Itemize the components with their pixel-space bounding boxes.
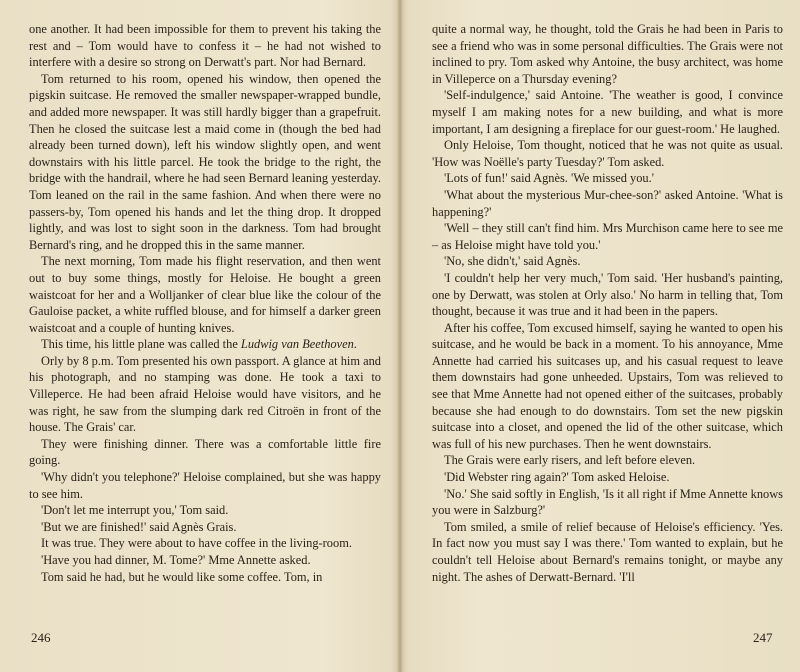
paragraph: It was true. They were about to have coffee in the living-room. (41, 536, 352, 551)
paragraph: 'I couldn't help her very much,' Tom said. 'Her husband's painting, one by Derwatt, was stolen at Orly also.' No harm in telling that, Tom thought, because it was true and it had been in the papers. (432, 270, 783, 319)
paragraph: 'Don't let me interrupt you,' Tom said. (41, 503, 229, 518)
plane-line-prefix: This time, his little plane was called the (41, 337, 241, 352)
plane-name: Ludwig van Beethoven (240, 337, 354, 352)
paragraph: Tom returned to his room, opened his window, then opened the pigskin suitcase. He removed the smaller newspaper-wrapped bundle, and added more newspaper. It was still hardly bigger than a grapefruit. Then he closed the suitcase lest a maid come in (though the bed had already been turned down), left his window slightly open, and went downstairs with his little parcel. He took the bridge to the right, the bridge with the handrail, where he had seen Bernard leaning yesterday. Tom leaned on the rail in the same fashion. And when there were no passers-by, Tom opened his hands and let the thing drop. It dropped lightly, and was lost to sight soon in the darkness. Tom had brought Bernard's ring, and he dropped this in the same manner. (29, 71, 381, 252)
paragraph: The Grais were early risers, and left before eleven. (444, 453, 696, 468)
page-number: 247 (753, 630, 773, 645)
paragraph: 'No.' She said softly in English, 'Is it all right if Mme Annette knows you were in Salzburg?' (432, 486, 783, 518)
left-page-text (29, 21, 381, 585)
paragraph: 'Well – they still can't find him. Mrs Murchison came here to see me – as Heloise might have told you.' (432, 221, 783, 252)
paragraph: 'No, she didn't,' said Agnès. (444, 254, 581, 269)
paragraph: 'Self-indulgence,' said Antoine. 'The weather is good, I convince myself I am making notes for a new building, and what is more important, I am designing a fireplace for our guest-room.' He laughed. (432, 88, 783, 136)
paragraph: 'Lots of fun!' said Agnès. 'We missed you.' (444, 171, 654, 186)
plane-line-suffix: . (353, 337, 357, 352)
paragraph: They were finishing dinner. There was a comfortable little fire going. (29, 436, 381, 468)
paragraph: quite a normal way, he thought, told the Grais he had been in Paris to see a friend who was in some personal difficulties. The Grais were not inclined to pry. Tom asked why Antoine, the busy architect, was home in Villeperce on a Thursday evening? (432, 22, 783, 86)
left-page (0, 0, 398, 672)
paragraph (29, 336, 381, 353)
right-page-text (432, 21, 783, 585)
paragraph: 'Have you had dinner, M. Tome?' Mme Annette asked. (41, 553, 311, 567)
paragraph: one another. It had been impossible for them to prevent his taking the rest and – Tom would have to confess it – he had not wished to interfere with a desire so strong on Derwatt's part. Nor had Bernard. (29, 22, 381, 70)
paragraph: Tom said he had, but he would like some coffee. Tom, in (41, 569, 323, 584)
page-number: 246 (31, 630, 51, 645)
paragraph: 'What about the mysterious Mur-chee-son?' asked Antoine. 'What is happening?' (432, 187, 783, 219)
right-page (402, 0, 800, 672)
paragraph: Tom smiled, a smile of relief because of Heloise's efficiency. 'Yes. In fact now you must say I was there.' Tom wanted to explain, but he couldn't tell Heloise about Bernard's remains tonight, or maybe any night. The ashes of Derwatt-Bernard. 'I'll (432, 519, 783, 584)
paragraph: After his coffee, Tom excused himself, saying he wanted to open his suitcase, and he would be back in a moment. To his annoyance, Mme Annette had carried his suitcases up, and his casual request to leave them downstairs had gone unheeded. Upstairs, Tom was relieved to see that Mme Annette had not opened either of the suitcases, probably because she had enough to do downstairs. Tom set the new pigskin suitcase into a closet, and opened the lid of the other suitcase, which was full of his new purchases. Then he went downstairs. (432, 320, 783, 451)
paragraph: 'Did Webster ring again?' Tom asked Heloise. (444, 470, 670, 485)
paragraph: Orly by 8 p.m. Tom presented his own passport. A glance at him and his photograph, and no stamping was done. He took a taxi to Villeperce. He had been afraid Heloise would have visitors, and he was right, he saw from the slumping dark red Citroën in front of the house. The Grais' car. (29, 353, 381, 435)
paragraph: The next morning, Tom made his flight reservation, and then went out to buy some things, mostly for Heloise. He bought a green waistcoat for her and a Wolljanker of clear blue like the colour of the Gauloise packet, a white ruffled blouse, and for himself a darker green waistcoat and a couple of hunting knives. (29, 254, 381, 335)
paragraph: 'Why didn't you telephone?' Heloise complained, but she was happy to see him. (29, 470, 381, 501)
paragraph: 'But we are finished!' said Agnès Grais. (41, 519, 237, 534)
paragraph: Only Heloise, Tom thought, noticed that he was not quite as usual. 'How was Noëlle's party Tuesday?' Tom asked. (432, 138, 783, 169)
